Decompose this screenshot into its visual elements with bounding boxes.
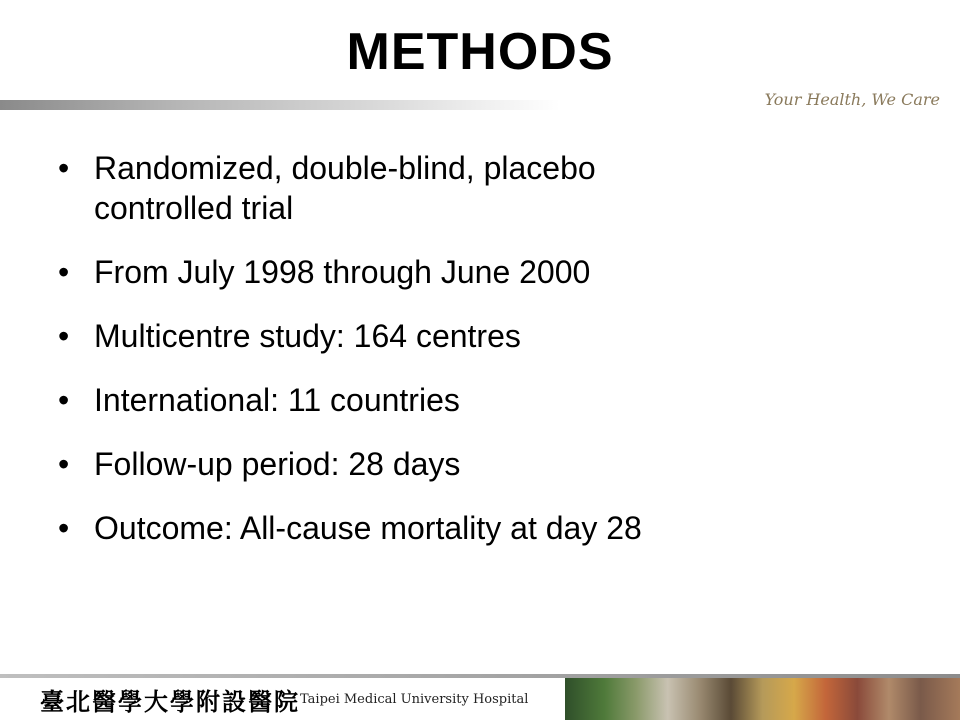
hospital-photo-strip — [565, 678, 960, 720]
bullet-icon: • — [58, 150, 70, 186]
bullet-text: From July 1998 through June 2000 — [94, 254, 591, 290]
bullet-text: Outcome: All-cause mortality at day 28 — [94, 510, 642, 546]
title-divider — [0, 100, 560, 110]
bullet-item — [58, 148, 918, 228]
bullet-item — [58, 316, 918, 356]
bullet-text: controlled trial — [94, 190, 294, 226]
bullet-text: Randomized, double-blind, placebo — [94, 150, 596, 186]
bullet-icon: • — [58, 318, 70, 354]
bullet-icon: • — [58, 446, 70, 482]
bullet-text: International: 11 countries — [94, 382, 460, 418]
bullet-item — [58, 380, 918, 420]
hospital-name-english: Taipei Medical University Hospital — [300, 692, 529, 707]
bullet-list — [58, 148, 918, 572]
hospital-name-chinese: 臺北醫學大學附設醫院 — [40, 687, 300, 716]
bullet-item — [58, 444, 918, 484]
bullet-icon: • — [58, 510, 70, 546]
bullet-item — [58, 508, 918, 548]
tagline: Your Health, We Care — [764, 90, 940, 109]
bullet-text: Multicentre study: 164 centres — [94, 318, 521, 354]
bullet-icon: • — [58, 382, 70, 418]
bullet-item — [58, 252, 918, 292]
bullet-icon: • — [58, 254, 70, 290]
slide-title: METHODS — [346, 23, 614, 81]
bullet-text: Follow-up period: 28 days — [94, 446, 461, 482]
